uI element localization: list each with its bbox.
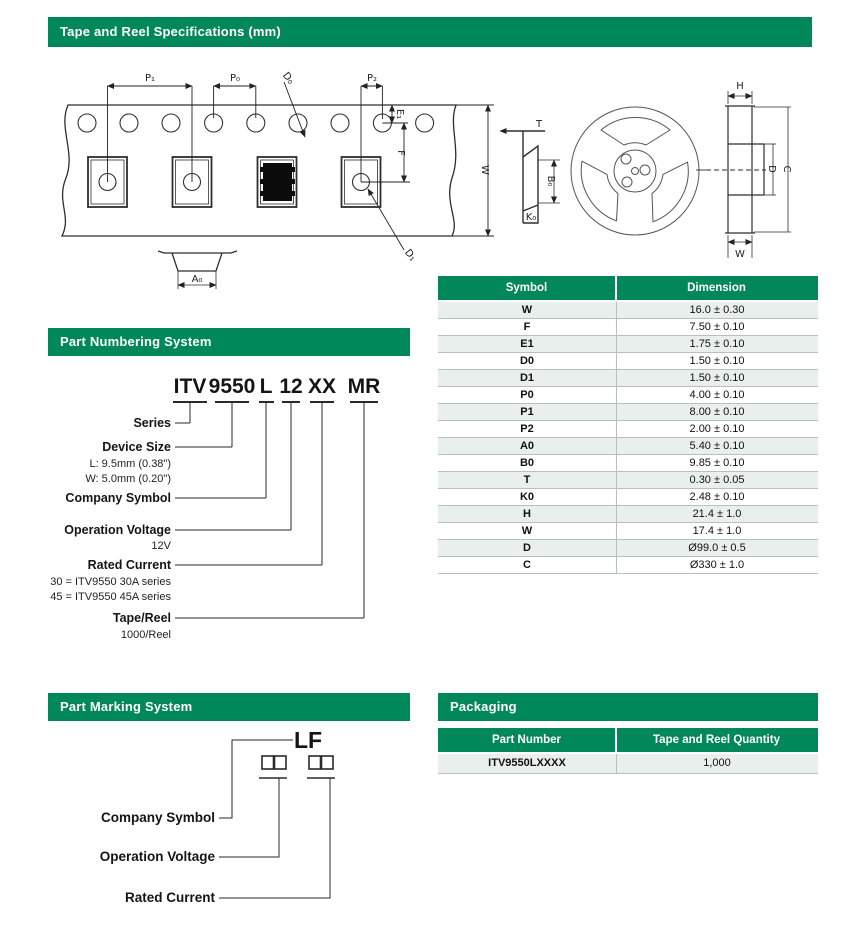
- label-rated-current: Rated Current: [87, 558, 171, 572]
- packaging-header-part-number: Part Number: [438, 728, 617, 752]
- dim-label-p2: P₂: [366, 73, 378, 84]
- tape-and-reel-drawing: [48, 58, 830, 312]
- label-tape-reel-sub: 1000/Reel: [120, 629, 171, 641]
- reel-front-view: [571, 107, 699, 235]
- label-operation-voltage: Operation Voltage: [64, 523, 171, 537]
- packaging-table: [438, 728, 818, 774]
- part-number-segment-company: L: [259, 375, 273, 398]
- table-cell: 21.4 ± 1.0: [692, 508, 742, 520]
- label-company-symbol: Company Symbol: [65, 491, 171, 505]
- label-rated-current-sub1: 30 = ITV9550 30A series: [50, 576, 171, 588]
- table-row: [438, 421, 818, 438]
- dim-label-b0: B₀: [545, 175, 556, 187]
- dim-label-e1: E₁: [394, 108, 405, 120]
- table-cell: P2: [438, 421, 617, 437]
- label-device-size: Device Size: [102, 440, 171, 454]
- label-series: Series: [133, 416, 171, 430]
- section-header-packaging: Packaging: [438, 693, 818, 721]
- dim-label-d1: D₁: [402, 247, 418, 264]
- spec-table-body: [438, 302, 818, 574]
- table-cell: 1.50 ± 0.10: [689, 372, 745, 384]
- table-cell: A0: [438, 438, 617, 454]
- marking-label-operation-voltage: Operation Voltage: [99, 849, 215, 864]
- table-cell: 9.85 ± 0.10: [689, 457, 745, 469]
- table-cell: Ø99.0 ± 0.5: [688, 542, 746, 554]
- table-cell: 16.0 ± 0.30: [689, 304, 745, 316]
- table-row: [438, 336, 818, 353]
- table-cell: 1.50 ± 0.10: [689, 355, 745, 367]
- dim-label-reel-w: W: [735, 249, 745, 260]
- marking-code: LF: [293, 727, 323, 753]
- table-row: [438, 754, 818, 774]
- table-row: [438, 387, 818, 404]
- table-row: [438, 353, 818, 370]
- table-cell: 1.75 ± 0.10: [689, 338, 745, 350]
- spec-table-header-dimension: Dimension: [687, 282, 746, 294]
- spec-table-header-symbol: Symbol: [438, 276, 617, 300]
- dim-label-c: C: [781, 165, 792, 173]
- table-row: [438, 302, 818, 319]
- table-row: [438, 404, 818, 421]
- part-number-segment-voltage: 12: [279, 375, 303, 398]
- table-cell: K0: [438, 489, 617, 505]
- table-row: [438, 472, 818, 489]
- dim-label-p0: P₀: [229, 73, 241, 84]
- spec-table-header: [438, 276, 818, 300]
- part-numbering-diagram: [48, 365, 428, 660]
- part-number-segment-current: XX: [307, 375, 337, 398]
- table-cell: 2.48 ± 0.10: [689, 491, 745, 503]
- table-cell: B0: [438, 455, 617, 471]
- dim-label-p1: P₁: [144, 73, 156, 84]
- reel-side-view: [696, 91, 791, 258]
- table-cell: 4.00 ± 0.10: [689, 389, 745, 401]
- dim-label-h: H: [736, 81, 744, 92]
- spec-table: [438, 276, 818, 574]
- table-cell: ITV9550LXXXX: [438, 754, 617, 773]
- table-row: [438, 455, 818, 472]
- table-cell: 5.40 ± 0.10: [689, 440, 745, 452]
- marking-label-rated-current: Rated Current: [124, 890, 215, 905]
- table-cell: T: [438, 472, 617, 488]
- table-cell: C: [438, 557, 617, 573]
- component-in-pocket: [260, 163, 295, 201]
- marking-label-company-symbol: Company Symbol: [100, 810, 215, 825]
- table-cell: 8.00 ± 0.10: [689, 406, 745, 418]
- table-cell: P1: [438, 404, 617, 420]
- table-cell: 0.30 ± 0.05: [689, 474, 745, 486]
- dim-label-a0: A₀: [191, 274, 203, 285]
- label-device-size-sub2: W: 5.0mm (0.20"): [85, 473, 171, 485]
- table-row: [438, 370, 818, 387]
- table-cell: D: [438, 540, 617, 556]
- dim-label-d0: D₀: [280, 70, 296, 87]
- table-row: [438, 540, 818, 557]
- table-row: [438, 506, 818, 523]
- table-cell: E1: [438, 336, 617, 352]
- packaging-header-quantity: Tape and Reel Quantity: [653, 734, 780, 746]
- table-cell: P0: [438, 387, 617, 403]
- table-cell: 7.50 ± 0.10: [689, 321, 745, 333]
- table-row: [438, 523, 818, 540]
- dim-label-t: T: [535, 119, 543, 130]
- table-cell: 2.00 ± 0.10: [689, 423, 745, 435]
- table-cell: Ø330 ± 1.0: [689, 559, 745, 571]
- table-cell: F: [438, 319, 617, 335]
- table-cell: D0: [438, 353, 617, 369]
- table-row: [438, 438, 818, 455]
- label-operation-voltage-sub: 12V: [151, 540, 171, 552]
- table-cell: 17.4 ± 1.0: [692, 525, 742, 537]
- dim-label-k0: K₀: [525, 212, 537, 223]
- label-rated-current-sub2: 45 = ITV9550 45A series: [50, 591, 171, 603]
- table-cell: D1: [438, 370, 617, 386]
- table-cell: 1,000: [703, 757, 731, 769]
- label-device-size-sub1: L: 9.5mm (0.38"): [89, 458, 171, 470]
- table-row: [438, 319, 818, 336]
- dim-label-f: F: [395, 150, 406, 156]
- section-header-tape-reel: Tape and Reel Specifications (mm): [48, 17, 812, 47]
- table-cell: H: [438, 506, 617, 522]
- label-tape-reel: Tape/Reel: [112, 611, 171, 625]
- part-marking-diagram: [48, 725, 428, 925]
- table-row: [438, 557, 818, 574]
- table-cell: W: [438, 523, 617, 539]
- section-header-part-marking: Part Marking System: [48, 693, 410, 721]
- part-number-segment-series: ITV: [173, 375, 207, 398]
- table-row: [438, 489, 818, 506]
- section-header-part-numbering: Part Numbering System: [48, 328, 410, 356]
- dim-label-d: D: [766, 165, 777, 173]
- packaging-table-body: [438, 754, 818, 774]
- part-number-segment-device: 9550: [208, 375, 256, 398]
- packaging-table-header: [438, 728, 818, 752]
- dim-label-tape-w: W: [479, 165, 490, 175]
- table-cell: W: [438, 302, 617, 318]
- part-number-segment-tape: MR: [347, 375, 381, 398]
